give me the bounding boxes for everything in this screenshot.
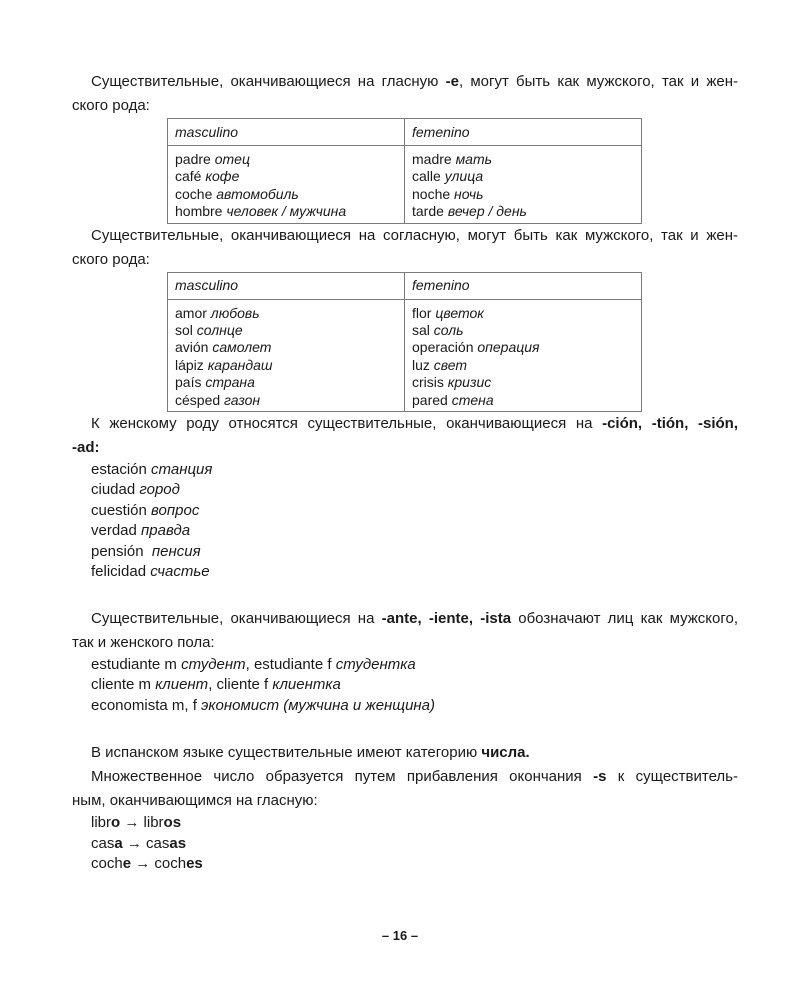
es-word: pared (412, 391, 448, 408)
ru-word: мать (455, 151, 492, 167)
ru-word: стена (451, 391, 494, 408)
stem: coch (91, 855, 123, 873)
table-body-row (168, 146, 642, 224)
word-row (175, 151, 397, 168)
es-word: café (175, 168, 202, 185)
word-row (412, 151, 634, 168)
header-femenino: femenino (405, 119, 642, 146)
word-row (412, 305, 634, 322)
ru-word: цветок (435, 304, 484, 321)
ru-word: карандаш (207, 356, 273, 373)
paragraph-continuation (72, 631, 738, 655)
paragraph-consonant-ending (72, 224, 738, 248)
ru-word: правда (141, 522, 191, 540)
ending: e (122, 855, 132, 873)
header-masculino: masculino (168, 119, 405, 146)
ru-word: ночь (454, 185, 484, 202)
ending-s: -s (593, 767, 607, 785)
text: В испанском языке существительные имеют категорию (91, 743, 482, 761)
table-header-row (168, 272, 642, 299)
ru-word: газон (224, 391, 261, 408)
es-word: , cliente f (208, 676, 273, 694)
stem: libr (91, 813, 112, 831)
word-row (412, 203, 634, 220)
es-word: cliente m (91, 676, 156, 694)
ru-word: пенсия (151, 542, 201, 560)
es-word: luz (412, 356, 430, 373)
text: Существительные, оканчивающиеся на (91, 609, 382, 627)
es-word: flor (412, 304, 432, 321)
paragraph-number-category (72, 741, 738, 765)
ru-word: кофе (205, 168, 240, 185)
suffix-ad: -ad: (72, 439, 100, 457)
example-line (91, 562, 738, 582)
es-word: hombre (175, 203, 223, 220)
ru-word: студентка (335, 655, 416, 673)
feminine-column (405, 299, 642, 411)
word-row (175, 203, 397, 220)
ending: o (111, 813, 121, 831)
paragraph-feminine-suffixes (72, 412, 738, 436)
ru-word: человек / мужчина (226, 203, 347, 220)
es-word: verdad (91, 522, 137, 540)
ending: a (114, 834, 123, 852)
ru-word: студент (181, 655, 246, 673)
es-word: lápiz (175, 356, 204, 373)
es-word: , estudiante f (245, 655, 336, 673)
table-consonant-gender (167, 272, 642, 412)
es-word: pensión (91, 542, 148, 560)
ru-word: счастье (150, 563, 210, 581)
paragraph-continuation (72, 789, 738, 813)
ru-word: свет (433, 356, 468, 373)
text: ского рода: (72, 97, 150, 114)
example-line (91, 460, 738, 480)
example-line (91, 480, 738, 500)
suffixes: -ante, -iente, -ista (381, 609, 512, 627)
ru-word: экономист (мужчина и женщина) (201, 697, 435, 715)
ru-word: солнце (196, 322, 243, 339)
es-word: operación (412, 339, 474, 356)
ru-word: клиент (155, 676, 209, 694)
ru-word: улица (444, 168, 484, 185)
es-word: felicidad (91, 563, 147, 581)
arrow-icon: → (124, 813, 140, 831)
text: к существитель- (606, 767, 738, 785)
word-row (175, 357, 397, 374)
ending-e: -e (445, 73, 459, 90)
stem: cas (146, 834, 170, 852)
term-number: числа. (481, 743, 530, 761)
ru-word: страна (205, 374, 255, 391)
es-word: estación (91, 461, 147, 479)
example-line (91, 542, 738, 562)
text: Множественное число образуется путем прибавления окончания (91, 767, 594, 785)
examples-both-genders (72, 655, 738, 717)
masculine-column (168, 146, 405, 224)
spacer (72, 583, 738, 607)
word-row (175, 339, 397, 356)
es-word: césped (175, 391, 221, 408)
word-row (175, 168, 397, 185)
es-word: estudiante m (91, 655, 182, 673)
word-row (175, 305, 397, 322)
ru-word: самолет (212, 339, 272, 356)
word-row (412, 339, 634, 356)
es-word: coche (175, 185, 213, 202)
stem: libr (143, 813, 164, 831)
ending: es (186, 855, 203, 873)
feminine-column (405, 146, 642, 224)
word-row (412, 374, 634, 391)
word-row (175, 374, 397, 391)
word-row (412, 357, 634, 374)
header-femenino: femenino (405, 272, 642, 299)
es-word: avión (175, 339, 209, 356)
text: ным, оканчивающимся на гласную: (72, 791, 318, 809)
spacer (72, 717, 738, 741)
text: так и женского пола: (72, 633, 215, 651)
ending: as (169, 834, 187, 852)
es-word: sol (175, 322, 193, 339)
table-body-row (168, 299, 642, 411)
plural-example (91, 813, 738, 834)
examples-plural (72, 813, 738, 875)
word-row (412, 322, 634, 339)
plural-example (91, 854, 738, 875)
ru-word: операция (477, 339, 540, 356)
ru-word: город (139, 481, 180, 499)
es-word: tarde (412, 203, 444, 220)
ending: os (163, 813, 182, 831)
example-line (91, 696, 738, 717)
es-word: sal (412, 322, 430, 339)
ru-word: отец (214, 151, 250, 167)
stem: cas (91, 834, 115, 852)
es-word: economista m, f (91, 697, 202, 715)
plural-example (91, 834, 738, 855)
paragraph-continuation (72, 94, 738, 118)
text: , могут быть как мужского, так и жен- (458, 73, 738, 90)
header-masculino: masculino (168, 272, 405, 299)
paragraph-continuation (72, 436, 738, 460)
masculine-column (168, 299, 405, 411)
ru-word: станция (151, 461, 213, 479)
ru-word: соль (433, 322, 464, 339)
es-word: país (175, 374, 202, 391)
page-number: – 16 – (381, 928, 419, 943)
paragraph-plural-rule (72, 765, 738, 789)
word-row (412, 186, 634, 203)
ru-word: кризис (447, 374, 492, 391)
table-header-row (168, 119, 642, 146)
word-row (412, 168, 634, 185)
es-word: calle (412, 168, 441, 185)
text: ского рода: (72, 250, 150, 268)
es-word: padre (175, 151, 211, 167)
paragraph-both-genders (72, 607, 738, 631)
es-word: crisis (412, 374, 444, 391)
paragraph-continuation (72, 248, 738, 272)
es-word: noche (412, 185, 451, 202)
example-line (91, 501, 738, 521)
word-row (175, 322, 397, 339)
arrow-icon: → (135, 855, 151, 873)
ru-word: любовь (210, 304, 260, 321)
example-line (91, 675, 738, 696)
example-line (91, 655, 738, 676)
word-row (175, 186, 397, 203)
word-row (412, 392, 634, 409)
es-word: cuestión (91, 501, 147, 519)
ru-word: вечер / день (447, 203, 527, 220)
text: обозначают лиц как мужского, (511, 609, 739, 627)
word-row (175, 392, 397, 409)
ru-word: вопрос (151, 501, 200, 519)
example-line (91, 521, 738, 541)
arrow-icon: → (126, 834, 142, 852)
ru-word: клиентка (272, 676, 341, 694)
examples-feminine (72, 460, 738, 582)
paragraph-vowel-ending (72, 70, 738, 94)
text: К женскому роду относятся существительные, оканчивающиеся на (91, 415, 603, 433)
suffixes: -ción, -tión, -sión, (602, 415, 738, 433)
table-vowel-gender (167, 118, 642, 224)
text: Существительные, оканчивающиеся на согласную, могут быть как мужского, так и жен- (91, 226, 738, 244)
ru-word: автомобиль (216, 185, 299, 202)
stem: coch (154, 855, 187, 873)
es-word: madre (412, 151, 452, 167)
es-word: amor (175, 304, 207, 321)
es-word: ciudad (91, 481, 136, 499)
page-content (72, 70, 738, 875)
text: Существительные, оканчивающиеся на гласную (91, 73, 446, 90)
